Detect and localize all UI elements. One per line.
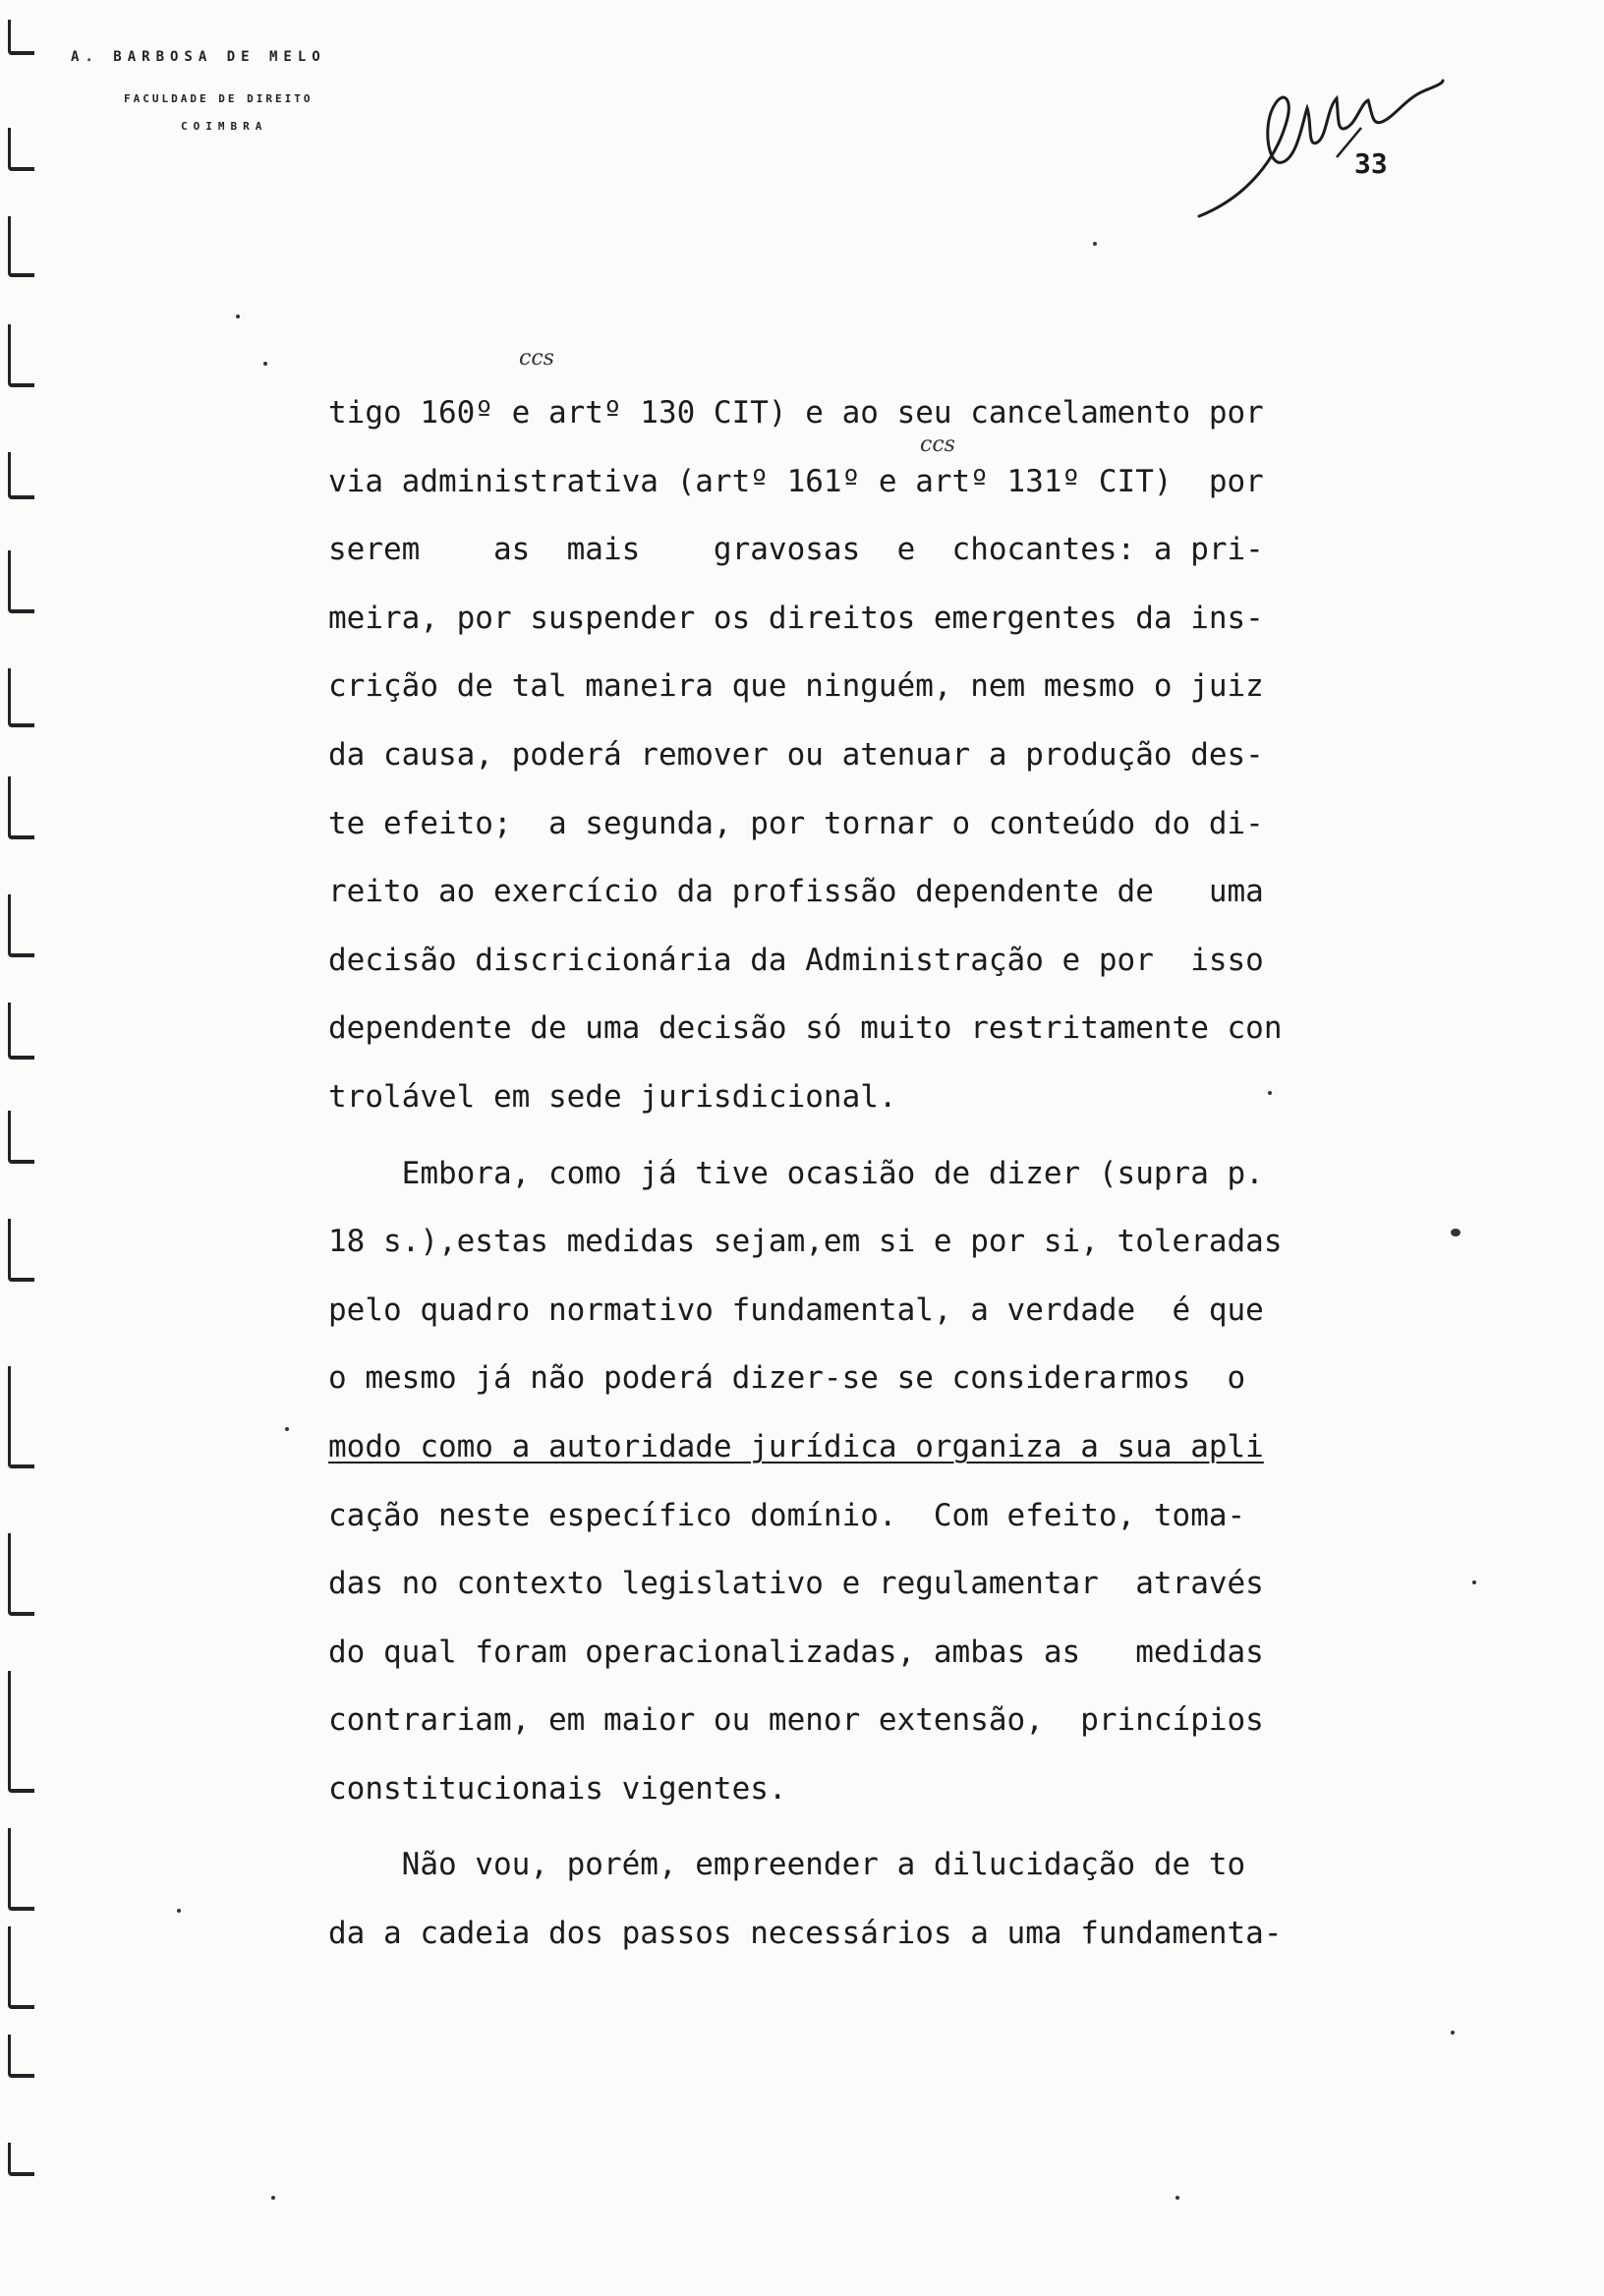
text-line: contrariam, em maior ou menor extensão, princípios xyxy=(328,1702,1264,1739)
scan-speck xyxy=(285,1427,289,1431)
scan-speck xyxy=(177,1909,181,1913)
text-line: o mesmo já não poderá dizer-se se considerarmos o xyxy=(328,1360,1246,1397)
text-line: trolável em sede jurisdicional. xyxy=(328,1078,897,1115)
scan-speck xyxy=(236,315,240,318)
binding-mark xyxy=(8,1003,34,1060)
binding-mark xyxy=(8,216,34,277)
text-line: reito ao exercício da profissão dependente de uma xyxy=(328,874,1264,910)
scan-speck xyxy=(1472,1580,1476,1584)
text-line: crição de tal maneira que ninguém, nem mesmo o juiz xyxy=(328,668,1264,705)
scan-speck xyxy=(271,2196,275,2200)
binding-mark xyxy=(8,1926,34,2009)
text-line: das no contexto legislativo e regulamentar através xyxy=(328,1566,1264,1602)
text-line: via administrativa (artº 161º e artº 131º CIT) por xyxy=(328,463,1264,499)
binding-edge xyxy=(0,0,49,2296)
binding-mark xyxy=(8,1219,34,1282)
binding-mark xyxy=(8,550,34,613)
text-line: meira, por suspender os direitos emergentes da ins- xyxy=(328,600,1264,636)
letterhead-faculty: FACULDADE DE DIREITO xyxy=(124,92,314,105)
text-line: pelo quadro normativo fundamental, a verdade é que xyxy=(328,1292,1264,1328)
scan-speck xyxy=(1268,1091,1272,1095)
letterhead-author: A. BARBOSA DE MELO xyxy=(71,49,326,65)
paragraph xyxy=(328,1140,1390,1824)
margin-annotation: ccs xyxy=(519,346,554,371)
text-line: Não vou, porém, empreender a dilucidação de to xyxy=(328,1847,1246,1883)
binding-mark xyxy=(8,20,34,55)
text-line: da a cadeia dos passos necessários a uma fundamenta- xyxy=(328,1916,1283,1952)
text-line: da causa, poderá remover ou atenuar a produção des- xyxy=(328,736,1264,773)
scan-speck xyxy=(1175,2196,1179,2200)
text-line: decisão discricionária da Administração e por isso xyxy=(328,942,1264,978)
handwritten-signature xyxy=(1189,29,1445,226)
binding-mark xyxy=(8,1111,34,1164)
text-line: dependente de uma decisão só muito restritamente con xyxy=(328,1010,1283,1047)
scan-speck xyxy=(1451,1229,1461,1236)
text-line: serem as mais gravosas e chocantes: a pri- xyxy=(328,532,1264,568)
paragraph xyxy=(328,1831,1390,1968)
binding-mark xyxy=(8,776,34,839)
text-line: 18 s.),estas medidas sejam,em si e por si, toleradas xyxy=(328,1224,1283,1260)
text-line: modo como a autoridade jurídica organiza a sua apli xyxy=(328,1428,1264,1464)
text-line: tigo 160º e artº 130 CIT) e ao seu cancelamento por xyxy=(328,395,1264,430)
paragraph xyxy=(328,379,1390,1132)
binding-mark xyxy=(8,2035,34,2078)
scan-speck xyxy=(1451,2031,1455,2035)
binding-mark xyxy=(8,452,34,499)
margin-annotation: ccs xyxy=(920,432,955,457)
scan-speck xyxy=(263,362,267,366)
binding-mark xyxy=(8,894,34,957)
binding-mark xyxy=(8,1366,34,1468)
text-line: Embora, como já tive ocasião de dizer (supra p. xyxy=(328,1155,1264,1191)
scan-speck xyxy=(1093,242,1097,246)
binding-mark xyxy=(8,1671,34,1793)
binding-mark xyxy=(8,1828,34,1911)
binding-mark xyxy=(8,1533,34,1616)
binding-mark xyxy=(8,128,34,171)
binding-mark xyxy=(8,2143,34,2176)
text-line: constitucionais vigentes. xyxy=(328,1770,787,1807)
letterhead-city: COIMBRA xyxy=(181,120,268,133)
binding-mark xyxy=(8,324,34,387)
page-number: 33 xyxy=(1354,147,1388,180)
text-line: cação neste específico domínio. Com efeito, toma- xyxy=(328,1497,1246,1533)
text-line: te efeito; a segunda, por tornar o conteúdo do di- xyxy=(328,805,1264,841)
binding-mark xyxy=(8,668,34,727)
document-body xyxy=(328,379,1390,1969)
text-line: do qual foram operacionalizadas, ambas as medidas xyxy=(328,1634,1264,1670)
